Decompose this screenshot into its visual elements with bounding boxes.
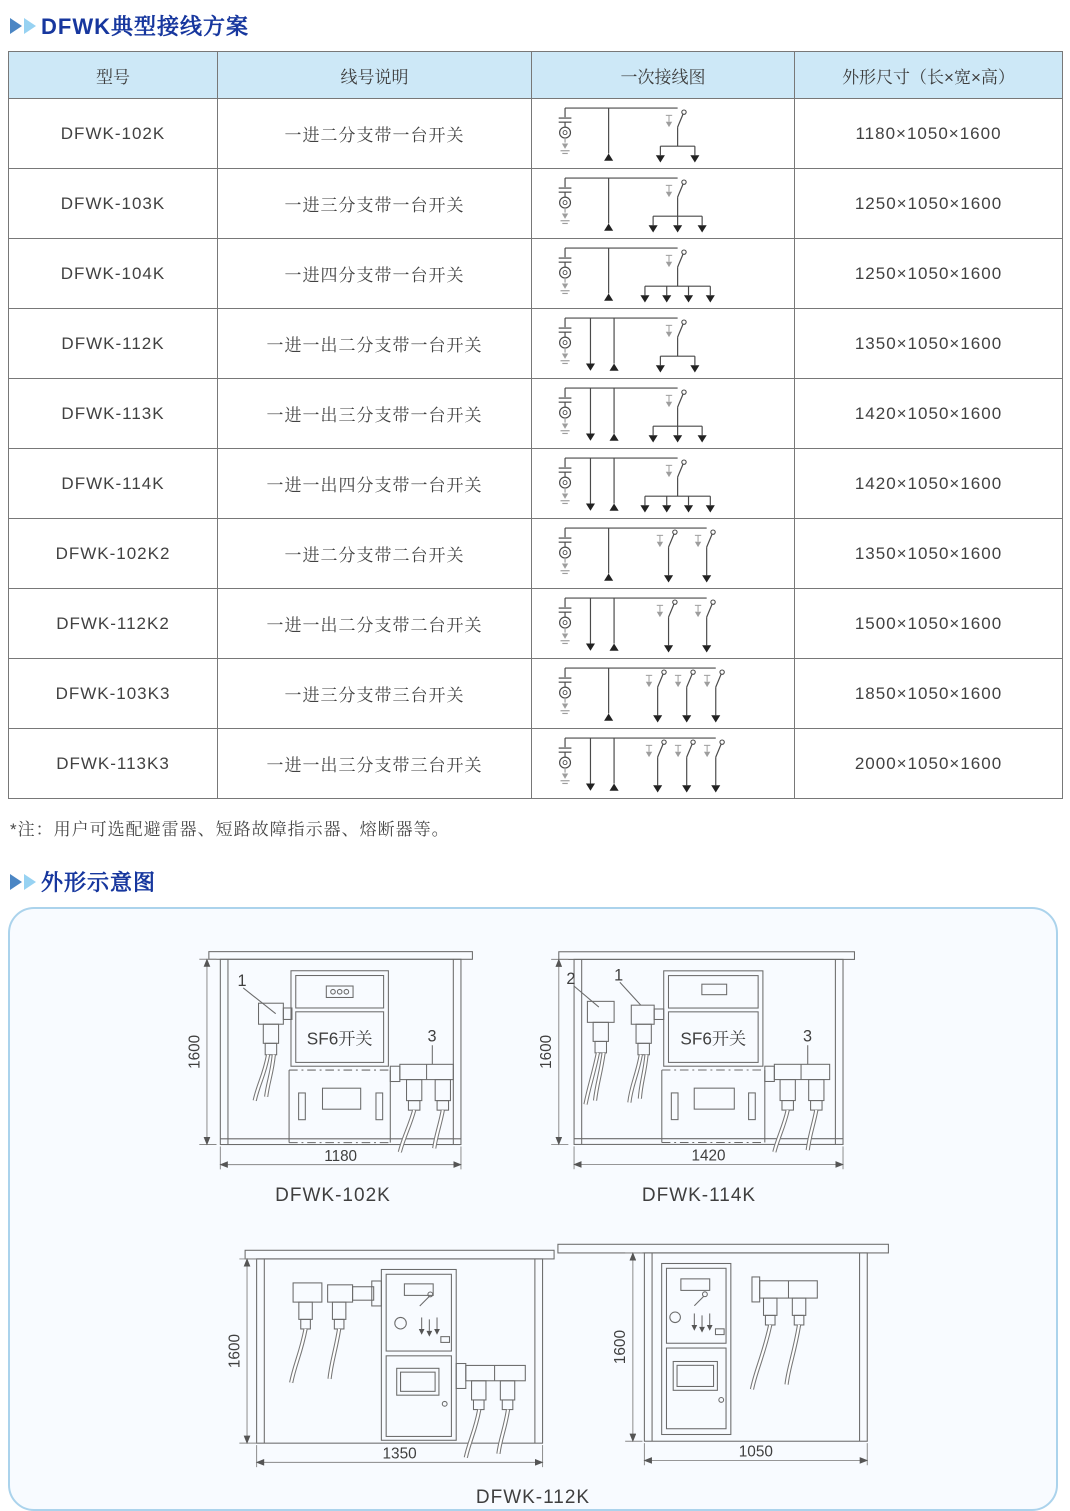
height-dim-label: 1600 bbox=[612, 1329, 630, 1365]
dims-cell: 1420×1050×1600 bbox=[795, 449, 1063, 519]
dims-cell: 1250×1050×1600 bbox=[795, 239, 1063, 309]
cabinet-drawing-114k bbox=[534, 923, 864, 1177]
part-tag-2: 2 bbox=[566, 970, 576, 989]
height-dim-label: 1600 bbox=[186, 1034, 204, 1069]
dims-cell: 1350×1050×1600 bbox=[795, 309, 1063, 379]
one-line-diagram bbox=[532, 659, 737, 728]
desc-cell: 一进四分支带一台开关 bbox=[218, 239, 532, 309]
diagram-cell bbox=[532, 239, 795, 309]
footnote: *注：用户可选配避雷器、短路故障指示器、熔断器等。 bbox=[10, 820, 450, 839]
col-header-dims: 外形尺寸（长×宽×高） bbox=[795, 52, 1063, 99]
diagram-cell bbox=[532, 309, 795, 379]
width-dim-label: 1350 bbox=[382, 1445, 417, 1463]
table-row bbox=[9, 379, 1063, 449]
table-row bbox=[9, 99, 1063, 169]
one-line-diagram bbox=[532, 99, 737, 168]
one-line-diagram bbox=[532, 589, 737, 658]
model-cell: DFWK-102K2 bbox=[9, 519, 218, 589]
section1-title bbox=[10, 10, 1070, 41]
cabinet-drawing-102k bbox=[182, 923, 484, 1177]
cabinet-caption-bottom: DFWK-112K bbox=[475, 1487, 591, 1508]
dims-cell: 1420×1050×1600 bbox=[795, 379, 1063, 449]
width-dim-label: 1180 bbox=[324, 1147, 358, 1165]
model-cell: DFWK-103K3 bbox=[9, 659, 218, 729]
table-row bbox=[9, 519, 1063, 589]
model-cell: DFWK-102K bbox=[9, 99, 218, 169]
wiring-table-body bbox=[9, 99, 1063, 799]
col-header-model: 型号 bbox=[9, 52, 218, 99]
one-line-diagram bbox=[532, 729, 737, 798]
height-dim-label: 1600 bbox=[538, 1034, 556, 1069]
desc-cell: 一进一出二分支带二台开关 bbox=[218, 589, 532, 659]
one-line-diagram bbox=[532, 169, 737, 238]
part-tag-1: 1 bbox=[614, 966, 624, 985]
model-cell: DFWK-112K2 bbox=[9, 589, 218, 659]
sf6-unit-label: SF6开关 bbox=[306, 1028, 373, 1049]
diagram-cell bbox=[532, 169, 795, 239]
dims-cell: 1180×1050×1600 bbox=[795, 99, 1063, 169]
table-row bbox=[9, 239, 1063, 309]
table-row bbox=[9, 659, 1063, 729]
desc-cell: 一进一出四分支带一台开关 bbox=[218, 449, 532, 519]
table-row bbox=[9, 169, 1063, 239]
cabinet-caption: DFWK-102K bbox=[275, 1185, 391, 1206]
cabinet-caption: DFWK-114K bbox=[641, 1185, 757, 1206]
part-tag-1: 1 bbox=[237, 972, 247, 991]
outline-panel bbox=[8, 907, 1058, 1511]
table-row bbox=[9, 449, 1063, 519]
col-header-diagram: 一次接线图 bbox=[532, 52, 795, 99]
part-tag-3: 3 bbox=[802, 1027, 812, 1046]
table-row bbox=[9, 589, 1063, 659]
model-cell: DFWK-113K bbox=[9, 379, 218, 449]
model-cell: DFWK-104K bbox=[9, 239, 218, 309]
model-cell: DFWK-114K bbox=[9, 449, 218, 519]
one-line-diagram bbox=[532, 379, 737, 448]
diagram-cell bbox=[532, 379, 795, 449]
one-line-diagram bbox=[532, 309, 737, 378]
desc-cell: 一进一出三分支带三台开关 bbox=[218, 729, 532, 799]
table-row bbox=[9, 729, 1063, 799]
width-dim-label: 1420 bbox=[691, 1147, 726, 1165]
section1-title-text: DFWK典型接线方案 bbox=[41, 14, 249, 39]
section-arrow-icon bbox=[24, 874, 36, 890]
diagram-cell bbox=[532, 659, 795, 729]
diagram-cell bbox=[532, 519, 795, 589]
dims-cell: 2000×1050×1600 bbox=[795, 729, 1063, 799]
table-header-row bbox=[9, 52, 1063, 99]
section2-title-text: 外形示意图 bbox=[41, 870, 157, 895]
model-cell: DFWK-112K bbox=[9, 309, 218, 379]
section2-title bbox=[10, 866, 1070, 897]
desc-cell: 一进三分支带三台开关 bbox=[218, 659, 532, 729]
cabinet-drawing-112k-front bbox=[224, 1229, 556, 1475]
one-line-diagram bbox=[532, 239, 737, 308]
width-dim-label: 1050 bbox=[738, 1443, 773, 1461]
wiring-table bbox=[8, 51, 1063, 799]
one-line-diagram bbox=[532, 519, 737, 588]
height-dim-label: 1600 bbox=[226, 1333, 244, 1369]
section-arrow-icon bbox=[10, 874, 22, 890]
sf6-unit-label: SF6开关 bbox=[680, 1028, 747, 1049]
section-arrow-icon bbox=[24, 18, 36, 34]
diagram-cell bbox=[532, 99, 795, 169]
dims-cell: 1850×1050×1600 bbox=[795, 659, 1063, 729]
diagram-cell bbox=[532, 449, 795, 519]
dims-cell: 1350×1050×1600 bbox=[795, 519, 1063, 589]
model-cell: DFWK-113K3 bbox=[9, 729, 218, 799]
diagram-cell bbox=[532, 729, 795, 799]
desc-cell: 一进一出二分支带一台开关 bbox=[218, 309, 532, 379]
desc-cell: 一进一出三分支带一台开关 bbox=[218, 379, 532, 449]
desc-cell: 一进三分支带一台开关 bbox=[218, 169, 532, 239]
model-cell: DFWK-103K bbox=[9, 169, 218, 239]
table-row bbox=[9, 309, 1063, 379]
col-header-desc: 线号说明 bbox=[218, 52, 532, 99]
diagram-cell bbox=[532, 589, 795, 659]
one-line-diagram bbox=[532, 449, 737, 518]
desc-cell: 一进二分支带一台开关 bbox=[218, 99, 532, 169]
desc-cell: 一进二分支带二台开关 bbox=[218, 519, 532, 589]
cabinet-drawing-112k-side bbox=[556, 1221, 898, 1477]
section-arrow-icon bbox=[10, 18, 22, 34]
dims-cell: 1500×1050×1600 bbox=[795, 589, 1063, 659]
part-tag-3: 3 bbox=[427, 1027, 437, 1046]
dims-cell: 1250×1050×1600 bbox=[795, 169, 1063, 239]
